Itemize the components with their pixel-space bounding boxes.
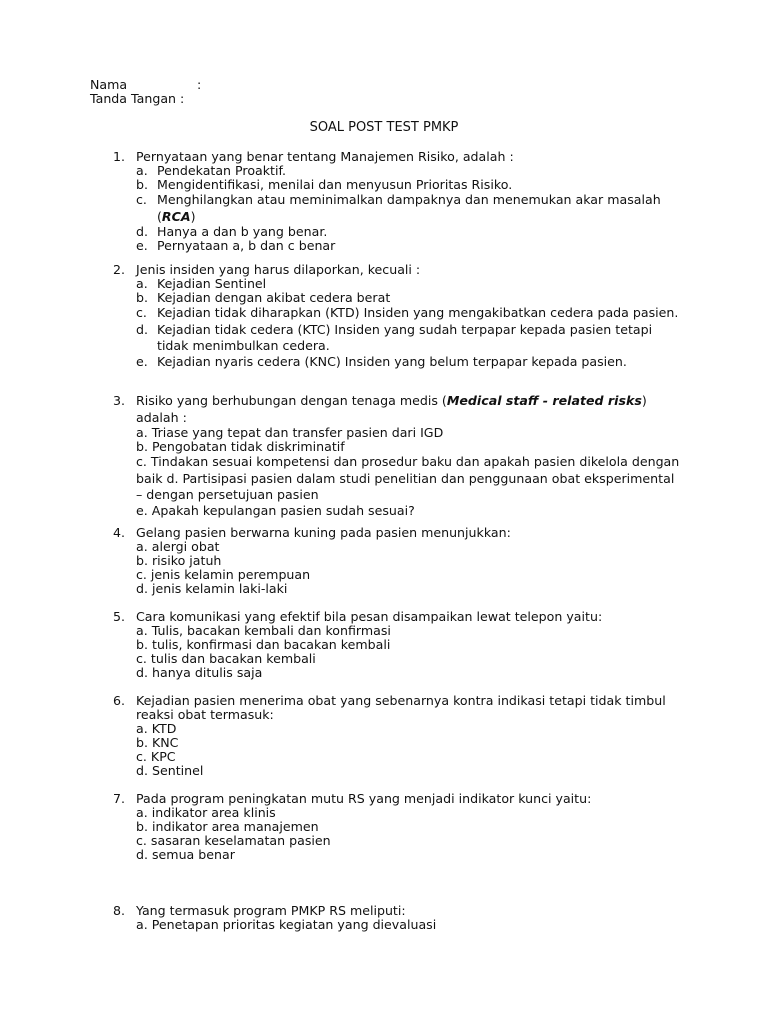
question-number: 2. [113,262,126,277]
option-label: c. [136,192,147,207]
medical-staff-emphasis: Medical staff - related risks [446,393,642,408]
option-c: c. KPC [136,749,176,764]
option-a: a. indikator area klinis [136,805,276,820]
question-5 [113,610,683,680]
option-a [136,164,683,178]
question-text: Kejadian pasien menerima obat yang sebenarnya kontra indikasi tetapi tidak timbul reaksi obat termasuk: [136,693,666,722]
option-label: b. [136,177,148,192]
option-b [136,291,683,305]
question-number: 6. [113,693,126,708]
option-text: Pendekatan Proaktif. [157,163,286,178]
option-list [136,918,683,932]
option-text: Kejadian nyaris cedera (KNC) Insiden yang belum terpapar kepada pasien. [157,353,627,369]
question-text: Jenis insiden yang harus dilaporkan, kecuali : [136,262,421,277]
option-c: c. jenis kelamin perempuan [136,567,311,582]
name-label: Nama [90,77,128,92]
option-label: e. [136,353,148,369]
option-d: d. Sentinel [136,763,204,778]
question-text [136,393,683,426]
option-label: c. [136,305,147,320]
question-text-after: ) adalah : [136,393,647,425]
option-d: d. hanya ditulis saja [136,665,263,680]
question-6 [113,694,683,778]
question-3 [113,393,683,518]
option-list [136,540,683,596]
option-d: d. semua benar [136,847,235,862]
option-d: d. jenis kelamin laki-laki [136,581,288,596]
option-text: Hanya a dan b yang benar. [157,224,328,239]
question-text: Cara komunikasi yang efektif bila pesan disampaikan lewat telepon yaitu: [136,609,603,624]
option-b: b. indikator area manajemen [136,819,319,834]
option-text: Mengidentifikasi, menilai dan menyusun Prioritas Risiko. [157,177,513,192]
question-2 [113,263,683,369]
option-list [136,164,683,253]
option-label: b. [136,290,148,305]
identity-header [90,78,201,106]
option-a: a. KTD [136,721,177,736]
option-text: Kejadian Sentinel [157,276,267,291]
question-number: 4. [113,525,126,540]
question-text: Gelang pasien berwarna kuning pada pasien menunjukkan: [136,525,511,540]
option-label: e. [136,238,148,253]
option-text: Pernyataan a, b dan c benar [157,238,336,253]
question-text-before: Risiko yang berhubungan dengan tenaga medis ( [136,393,447,408]
option-text: Kejadian tidak cedera (KTC) Insiden yang sudah terpapar kepada pasien tetapi tidak menimbulkan cedera. [157,321,653,353]
option-list [136,624,683,680]
option-text: Kejadian dengan akibat cedera berat [157,290,391,305]
name-colon: : [197,77,202,92]
option-c [136,192,683,225]
option-b: b. risiko jatuh [136,553,222,568]
option-b [136,178,683,192]
option-label: d. [136,224,148,239]
option-e [136,355,683,369]
option-list [136,277,683,369]
option-b: b. Pengobatan tidak diskriminatif [136,439,345,454]
question-text: Pernyataan yang benar tentang Manajemen Risiko, adalah : [136,149,514,164]
option-text-before: Menghilangkan atau meminimalkan dampaknya dan menemukan akar masalah ( [157,192,661,224]
option-e [136,239,683,253]
option-c: c. Tindakan sesuai kompetensi dan prosedur baku dan apakah pasien dikelola dengan baik d. Partisipasi pasien dalam studi penelitian dan penggunaan obat eksperimental – dengan persetujuan pasien [136,454,680,502]
option-a: a. Tulis, bacakan kembali dan konfirmasi [136,623,391,638]
option-b: b. KNC [136,735,179,750]
option-text: Kejadian tidak diharapkan (KTD) Insiden yang mengakibatkan cedera pada pasien. [157,305,679,320]
question-number: 7. [113,791,126,806]
signature-label: Tanda Tangan : [90,91,185,106]
question-7 [113,792,683,862]
question-1 [113,150,683,253]
option-label: a. [136,276,148,291]
option-label: d. [136,321,148,337]
question-4 [113,526,683,596]
option-c [136,305,683,322]
rca-emphasis: RCA [161,208,191,224]
option-a: a. Penetapan prioritas kegiatan yang dievaluasi [136,917,437,932]
option-c: c. sasaran keselamatan pasien [136,833,331,848]
option-text-after: ) [190,208,196,224]
option-e: e. Apakah kepulangan pasien sudah sesuai? [136,502,415,518]
question-text: Pada program peningkatan mutu RS yang menjadi indikator kunci yaitu: [136,791,592,806]
option-list [136,722,683,778]
question-number: 8. [113,903,126,918]
question-8 [113,904,683,932]
option-label: a. [136,163,148,178]
question-text: Yang termasuk program PMKP RS meliputi: [136,903,406,918]
option-list [136,806,683,862]
question-number: 3. [113,393,126,408]
option-list [136,426,683,518]
page-title: SOAL POST TEST PMKP [309,120,459,135]
option-text [157,192,683,225]
option-d [136,225,683,239]
option-a: a. Triase yang tepat dan transfer pasien dari IGD [136,425,444,440]
option-a: a. alergi obat [136,539,220,554]
option-a [136,277,683,291]
option-d [136,322,683,355]
option-b: b. tulis, konfirmasi dan bacakan kembali [136,637,391,652]
question-number: 5. [113,609,126,624]
option-c: c. tulis dan bacakan kembali [136,651,316,666]
question-number: 1. [113,149,126,164]
